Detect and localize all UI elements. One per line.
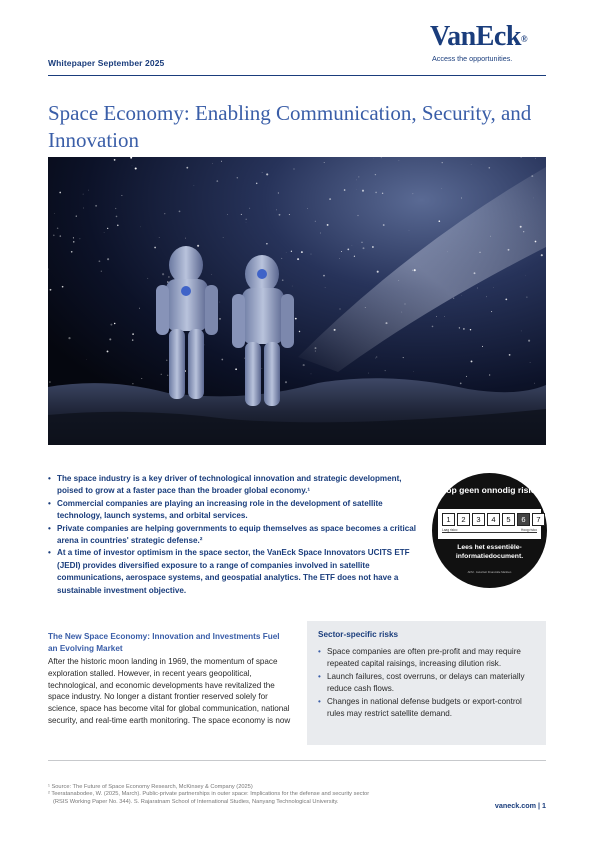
star <box>402 312 403 313</box>
star <box>385 322 387 324</box>
star <box>375 174 376 175</box>
star <box>76 215 77 216</box>
star <box>439 220 441 222</box>
star <box>249 208 250 209</box>
star <box>311 374 312 375</box>
risk-item: • Changes in national defense budgets or export-control rules may restrict satellite demand. <box>318 697 522 718</box>
star <box>533 198 534 199</box>
star <box>212 163 213 164</box>
star <box>444 316 445 317</box>
highlight-item: • Private companies are helping governments to equip themselves as space becomes a critical arena in countries' strategic defense.² <box>48 523 416 546</box>
star <box>285 381 287 383</box>
star <box>185 238 186 239</box>
star <box>147 278 148 279</box>
star <box>115 208 116 209</box>
star <box>219 318 220 319</box>
star <box>216 180 218 182</box>
star <box>223 237 224 238</box>
section-body: After the historic moon landing in 1969, the momentum of space exploration stalled. However, in recent years geopolitical, technological, and economic developments have revitalized the space industry. No longer a distant frontier reserved solely for science, space has become vital for global communication, national security, and real-time earth monitoring. The space economy is now <box>48 657 291 725</box>
star <box>466 376 467 377</box>
star <box>491 311 492 312</box>
sector-risks-box <box>307 621 546 745</box>
risk-footer-text: AFM · Autoriteit Financiële Markten <box>467 570 512 574</box>
star <box>114 159 116 161</box>
star <box>107 350 109 352</box>
star <box>339 258 340 259</box>
star <box>117 225 119 227</box>
footer-divider <box>48 760 546 761</box>
star <box>141 378 142 379</box>
star <box>49 381 51 383</box>
star <box>461 197 462 198</box>
astronauts-illustration <box>48 157 546 445</box>
star <box>505 298 507 300</box>
star <box>535 241 537 243</box>
star <box>241 214 242 215</box>
star <box>167 375 168 376</box>
star <box>460 383 462 385</box>
risk-item: • Launch failures, cost overruns, or delays can materially reduce cash flows. <box>318 672 525 693</box>
star <box>221 359 223 361</box>
star <box>278 192 279 193</box>
star <box>114 323 115 324</box>
highlight-item: • Commercial companies are playing an increasing role in the development of satellite technology, launch systems, and orbital services. <box>48 498 383 521</box>
star <box>83 194 84 195</box>
star <box>474 272 476 274</box>
star <box>535 158 536 159</box>
star <box>412 270 413 271</box>
star <box>344 189 346 191</box>
star <box>235 368 237 370</box>
star <box>79 238 80 239</box>
website-page-number[interactable]: vaneck.com | 1 <box>494 801 546 810</box>
star <box>139 308 140 309</box>
star <box>399 160 400 161</box>
star <box>295 318 297 320</box>
star <box>71 251 73 253</box>
risk-item: • Space companies are often pre-profit and may require repeated capital raisings, increasing dilution risk. <box>318 647 521 668</box>
star <box>334 329 336 331</box>
star <box>104 232 105 233</box>
star <box>526 297 527 298</box>
star <box>211 274 212 275</box>
star <box>101 271 102 272</box>
sector-risks-list <box>318 646 533 721</box>
star <box>523 231 524 232</box>
star <box>534 383 535 384</box>
star <box>281 258 282 259</box>
star <box>463 328 465 330</box>
star <box>324 162 325 163</box>
star <box>327 224 329 226</box>
logo-text: VanEck <box>430 21 521 52</box>
highlight-item: • At a time of investor optimism in the space sector, the VanEck Space Innovators UCITS ETF (JEDI) provides diversified exposure to a range of companies involved in satellite communications, aerospace systems, and geospatial analytics. The ETF does not have a sustainable investment objective. <box>48 548 410 595</box>
star <box>377 271 379 273</box>
star <box>291 251 292 252</box>
star <box>375 358 376 359</box>
risk-warning-text: Loop geen onnodig risico. <box>435 485 544 495</box>
star <box>83 208 84 209</box>
star <box>479 252 480 253</box>
star <box>489 374 490 375</box>
star <box>339 308 340 309</box>
star <box>194 185 195 186</box>
star <box>362 242 363 243</box>
risk-scale-cell: 4 <box>487 513 500 526</box>
star <box>403 357 404 358</box>
star <box>357 215 358 216</box>
star <box>297 258 299 260</box>
star <box>362 190 364 192</box>
star <box>171 330 172 331</box>
star <box>508 249 510 251</box>
star <box>521 331 522 332</box>
star <box>53 234 55 236</box>
star <box>376 357 377 358</box>
star <box>245 219 246 220</box>
risk-indicator-badge <box>432 473 547 588</box>
logo-tagline: Access the opportunities. <box>432 54 513 63</box>
star <box>221 161 222 162</box>
star <box>414 269 416 271</box>
star <box>541 254 543 256</box>
star <box>352 245 353 246</box>
risk-scale <box>442 513 545 526</box>
star <box>405 304 406 305</box>
star <box>50 289 52 291</box>
star <box>301 251 303 253</box>
star <box>279 214 281 216</box>
star <box>59 192 61 194</box>
star <box>161 374 162 375</box>
section-heading: The New Space Economy: Innovation and Investments Fuel an Evolving Market <box>48 632 280 653</box>
star <box>256 183 257 184</box>
star <box>323 275 325 277</box>
risk-scale-cell: 6 <box>517 513 530 526</box>
risk-read-kid-text: Lees het essentiële-informatiedocument. <box>455 544 524 560</box>
star <box>329 198 331 200</box>
star <box>73 237 74 238</box>
star <box>186 167 188 169</box>
star <box>383 224 385 226</box>
star <box>385 370 386 371</box>
star <box>73 241 74 242</box>
risk-scale-cell: 3 <box>472 513 485 526</box>
star <box>121 195 122 196</box>
star <box>528 340 530 342</box>
star <box>266 243 267 244</box>
star <box>162 273 164 275</box>
star <box>135 167 137 169</box>
star <box>110 324 112 326</box>
star <box>490 236 491 237</box>
star <box>347 249 349 251</box>
star <box>132 383 133 384</box>
star <box>356 180 357 181</box>
highlight-item: • The space industry is a key driver of technological innovation and strategic development, poised to grow at a faster pace than the broader global economy.¹ <box>48 474 402 496</box>
star <box>320 233 321 234</box>
star <box>307 208 308 209</box>
star <box>470 329 471 330</box>
star <box>441 188 442 189</box>
star <box>294 169 295 170</box>
star <box>116 216 118 218</box>
star <box>237 177 238 178</box>
hero-image-astronauts <box>48 157 546 445</box>
star <box>197 245 199 247</box>
star <box>477 288 478 289</box>
star <box>311 254 312 255</box>
risk-scale-cell: 5 <box>502 513 515 526</box>
risk-low-label: Laag risico <box>442 528 458 532</box>
star <box>57 228 59 230</box>
star <box>289 214 290 215</box>
star <box>315 351 316 352</box>
star <box>381 157 382 158</box>
star <box>520 226 522 228</box>
star <box>292 286 293 287</box>
key-highlights-list <box>48 473 420 597</box>
star <box>132 333 134 335</box>
star <box>299 331 300 332</box>
star <box>482 346 483 347</box>
star <box>132 165 133 166</box>
star <box>86 359 87 360</box>
star <box>530 362 531 363</box>
footnote-1: ¹ Source: The Future of Space Economy Research, McKinsey & Company (2025) <box>48 784 253 790</box>
risk-scale-arrow <box>442 532 537 533</box>
star <box>493 287 494 288</box>
star <box>432 326 434 328</box>
star <box>447 252 448 253</box>
star <box>531 175 533 177</box>
star <box>509 354 511 356</box>
star <box>276 210 277 211</box>
star <box>107 228 108 229</box>
vaneck-logo <box>430 22 550 63</box>
star <box>62 286 64 288</box>
star <box>459 327 460 328</box>
header-divider <box>48 75 546 76</box>
star <box>60 235 61 236</box>
sector-risks-title: Sector-specific risks <box>318 630 399 639</box>
star <box>489 167 491 169</box>
star <box>154 247 156 249</box>
star <box>159 237 160 238</box>
star <box>168 276 169 277</box>
star <box>88 190 89 191</box>
star <box>262 368 263 369</box>
star <box>315 221 316 222</box>
star <box>341 251 342 252</box>
star <box>315 347 317 349</box>
risk-high-label: Hoog risico <box>521 528 537 532</box>
star <box>365 307 366 308</box>
star <box>282 279 284 281</box>
star <box>179 211 181 213</box>
star <box>486 296 487 297</box>
star <box>68 337 70 339</box>
star <box>262 172 263 173</box>
star <box>220 302 221 303</box>
star <box>436 316 437 317</box>
star <box>372 246 374 248</box>
star <box>325 287 326 288</box>
star <box>399 280 400 281</box>
footnote-2-cont: (RSIS Working Paper No. 344). S. Rajaratnam School of International Studies, Nanyang Technological University. <box>53 798 339 805</box>
star <box>227 214 228 215</box>
star <box>354 256 355 257</box>
risk-scale-cell: 1 <box>442 513 455 526</box>
page-title: Space Economy: Enabling Communication, Security, and Innovation <box>48 101 532 152</box>
star <box>358 176 359 177</box>
risk-scale-cell: 2 <box>457 513 470 526</box>
footnotes <box>48 784 468 806</box>
star <box>375 192 377 194</box>
risk-scale-cell: 7 <box>532 513 545 526</box>
star <box>54 213 55 214</box>
star <box>132 339 133 340</box>
document-label: Whitepaper September 2025 <box>48 58 165 68</box>
star <box>109 338 111 340</box>
star <box>413 193 414 194</box>
star <box>266 173 268 175</box>
star <box>471 360 473 362</box>
star <box>303 364 305 366</box>
star <box>363 247 365 249</box>
star <box>166 360 167 361</box>
star <box>107 258 109 260</box>
star <box>95 205 97 207</box>
star <box>382 193 383 194</box>
risk-scale-box <box>438 509 541 539</box>
star <box>164 213 165 214</box>
registered-mark: ® <box>520 34 528 44</box>
star <box>442 162 443 163</box>
star <box>453 298 454 299</box>
star <box>99 260 101 262</box>
star <box>368 373 369 374</box>
footnote-2: ² Teeratanabodee, W. (2025, March). Public-private partnerships in outer space: Implications for the defense and security sector <box>48 791 370 798</box>
